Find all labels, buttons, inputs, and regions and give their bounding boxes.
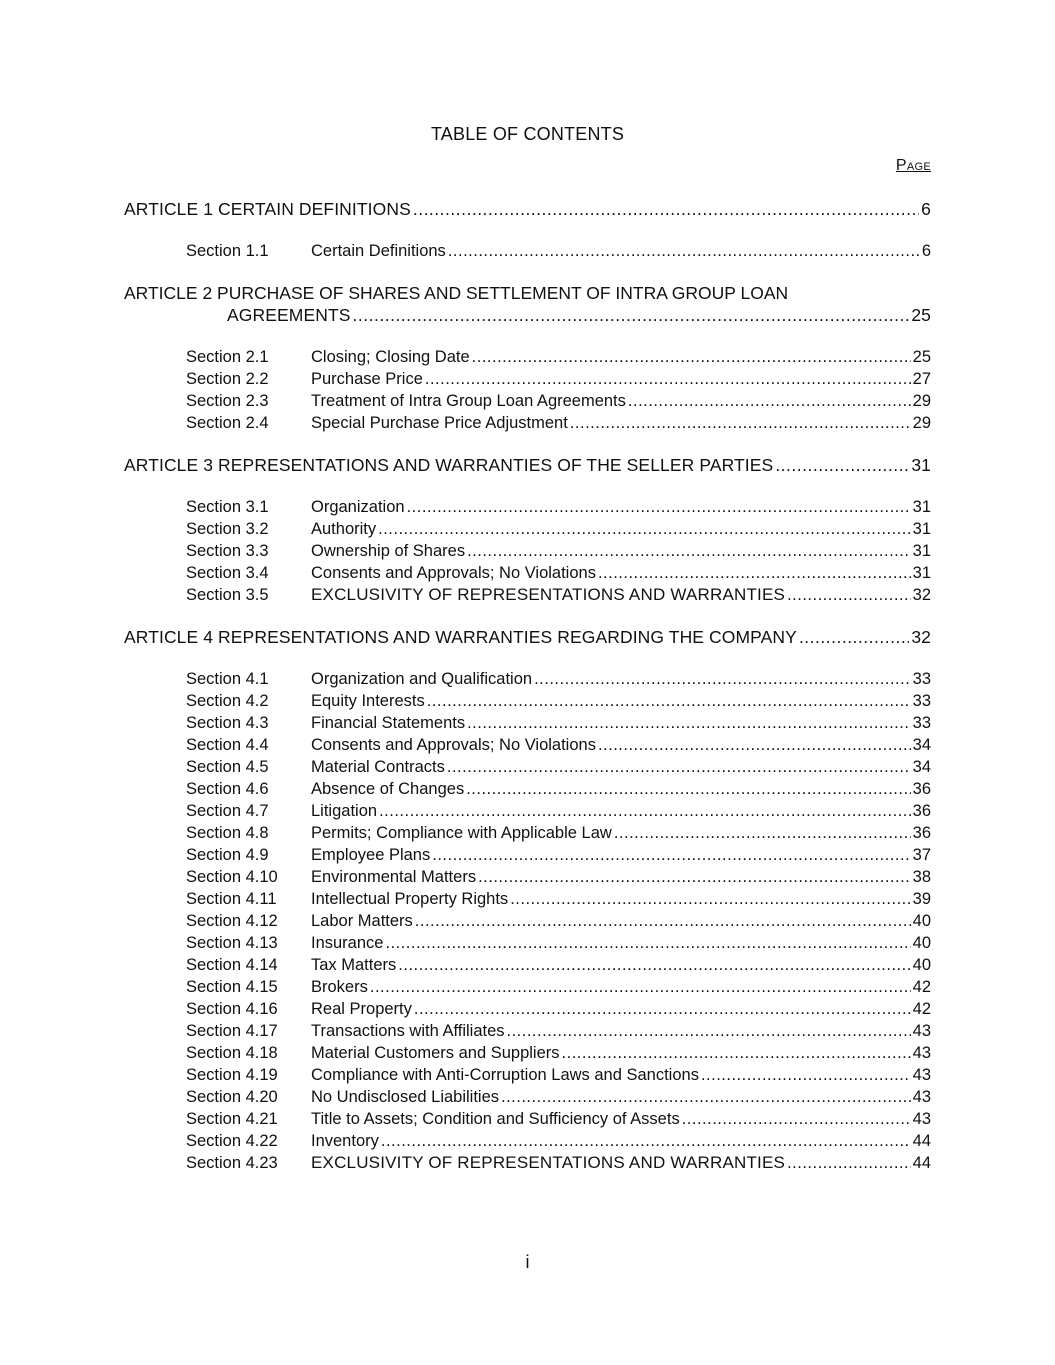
section-page-number: 36 (912, 802, 931, 820)
article-page-number: 25 (911, 305, 931, 325)
section-title: Material Contracts (311, 758, 445, 776)
section-number: Section 4.20 (186, 1088, 278, 1106)
section-title: Organization (311, 498, 405, 516)
section-page-number: 38 (912, 868, 931, 886)
section-number: Section 3.1 (186, 498, 269, 516)
toc-section-entry[interactable] (124, 390, 931, 412)
dot-leader (598, 734, 911, 756)
section-page-number: 29 (912, 392, 931, 410)
section-page-number: 43 (912, 1066, 931, 1084)
section-page-number: 25 (912, 348, 931, 366)
dot-leader (448, 240, 920, 262)
section-number: Section 4.14 (186, 956, 278, 974)
section-page-number: 29 (912, 414, 931, 432)
dot-leader (414, 998, 911, 1020)
dot-leader (478, 866, 911, 888)
section-title: EXCLUSIVITY OF REPRESENTATIONS AND WARRANTIES (311, 585, 786, 604)
section-title: Equity Interests (311, 692, 425, 710)
section-page-number: 27 (912, 370, 931, 388)
toc-section-entry[interactable] (124, 1042, 931, 1064)
section-title: Transactions with Affiliates (311, 1022, 505, 1040)
toc-section-entry[interactable] (124, 668, 931, 690)
dot-leader (501, 1086, 911, 1108)
section-page-number: 40 (912, 912, 931, 930)
section-page-number: 44 (912, 1154, 931, 1172)
toc-section-entry[interactable] (124, 734, 931, 756)
dot-leader (415, 910, 911, 932)
dot-leader (425, 368, 911, 390)
section-title: EXCLUSIVITY OF REPRESENTATIONS AND WARRANTIES (311, 1153, 786, 1172)
toc-section-entry[interactable] (124, 584, 931, 606)
dot-leader (385, 932, 910, 954)
dot-leader (598, 562, 911, 584)
toc-section-entry[interactable] (124, 844, 931, 866)
section-title: Inventory (311, 1132, 379, 1150)
section-page-number: 44 (912, 1132, 931, 1150)
section-title: Treatment of Intra Group Loan Agreements (311, 392, 626, 410)
dot-leader (379, 800, 911, 822)
dot-leader (467, 712, 911, 734)
toc-section-entry[interactable] (124, 910, 931, 932)
section-title: No Undisclosed Liabilities (311, 1088, 500, 1106)
section-page-number: 34 (912, 736, 931, 754)
section-number: Section 4.4 (186, 736, 269, 754)
section-page-number: 6 (921, 242, 931, 260)
section-title: Intellectual Property Rights (311, 890, 509, 908)
dot-leader (775, 454, 909, 476)
section-page-number: 39 (912, 890, 931, 908)
section-number: Section 4.18 (186, 1044, 278, 1062)
toc-section-entry[interactable] (124, 778, 931, 800)
dot-leader (510, 888, 910, 910)
section-number: Section 4.10 (186, 868, 278, 886)
article-heading[interactable]: ARTICLE 2 PURCHASE OF SHARES AND SETTLEMENT OF INTRA GROUP LOAN (124, 283, 789, 303)
toc-section-entry[interactable] (124, 1064, 931, 1086)
toc-section-entry[interactable] (124, 954, 931, 976)
section-number: Section 3.5 (186, 586, 269, 604)
section-title: Absence of Changes (311, 780, 465, 798)
section-title: Tax Matters (311, 956, 397, 974)
dot-leader (432, 844, 910, 866)
article-label: ARTICLE 4 REPRESENTATIONS AND WARRANTIES REGARDING THE COMPANY (124, 627, 797, 647)
dot-leader (472, 346, 911, 368)
section-number: Section 3.4 (186, 564, 269, 582)
section-title: Real Property (311, 1000, 412, 1018)
section-page-number: 43 (912, 1022, 931, 1040)
section-title: Material Customers and Suppliers (311, 1044, 560, 1062)
dot-leader (534, 668, 911, 690)
toc-section-entry[interactable] (124, 562, 931, 584)
section-page-number: 36 (912, 780, 931, 798)
section-number: Section 4.3 (186, 714, 269, 732)
section-page-number: 31 (912, 542, 931, 560)
section-page-number: 43 (912, 1110, 931, 1128)
section-number: Section 4.23 (186, 1154, 278, 1172)
page-column-header: Page (895, 157, 931, 174)
table-of-contents (124, 198, 931, 1174)
toc-section-entry[interactable] (124, 690, 931, 712)
toc-section-entry[interactable] (124, 822, 931, 844)
article-heading[interactable] (124, 198, 931, 220)
section-title: Authority (311, 520, 377, 538)
article-heading[interactable] (124, 626, 931, 648)
section-page-number: 33 (912, 692, 931, 710)
section-page-number: 43 (912, 1088, 931, 1106)
toc-section-entry[interactable] (124, 412, 931, 434)
section-number: Section 4.21 (186, 1110, 278, 1128)
section-title: Title to Assets; Condition and Sufficiency of Assets (311, 1110, 680, 1128)
dot-leader (447, 756, 911, 778)
section-title: Consents and Approvals; No Violations (311, 736, 596, 754)
dot-leader (562, 1042, 911, 1064)
section-number: Section 2.4 (186, 414, 269, 432)
article-label: ARTICLE 3 REPRESENTATIONS AND WARRANTIES OF THE SELLER PARTIES (124, 455, 774, 475)
section-title: Permits; Compliance with Applicable Law (311, 824, 612, 842)
section-title: Certain Definitions (311, 242, 446, 260)
dot-leader (507, 1020, 911, 1042)
section-number: Section 1.1 (186, 242, 269, 260)
toc-section-entry[interactable] (124, 1086, 931, 1108)
section-title: Financial Statements (311, 714, 466, 732)
section-number: Section 4.7 (186, 802, 269, 820)
dot-leader (413, 198, 919, 220)
section-title: Purchase Price (311, 370, 423, 388)
section-number: Section 4.11 (186, 890, 277, 908)
dot-leader (467, 540, 911, 562)
section-number: Section 3.3 (186, 542, 269, 560)
dot-leader (701, 1064, 911, 1086)
article-heading-continued[interactable] (124, 304, 931, 326)
toc-section-entry[interactable] (124, 496, 931, 518)
article-page-number: 6 (921, 199, 931, 219)
section-page-number: 31 (912, 564, 931, 582)
toc-section-entry[interactable] (124, 976, 931, 998)
section-number: Section 4.6 (186, 780, 269, 798)
section-title: Employee Plans (311, 846, 431, 864)
dot-leader (427, 690, 911, 712)
dot-leader (787, 1152, 911, 1174)
dot-leader (370, 976, 911, 998)
section-number: Section 4.5 (186, 758, 269, 776)
toc-section-entry[interactable] (124, 346, 931, 368)
section-title: Labor Matters (311, 912, 413, 930)
dot-leader (381, 1130, 911, 1152)
section-number: Section 4.16 (186, 1000, 278, 1018)
dot-leader (398, 954, 910, 976)
section-title: Brokers (311, 978, 368, 996)
section-page-number: 31 (912, 498, 931, 516)
dot-leader (799, 626, 909, 648)
section-title: Litigation (311, 802, 378, 820)
dot-leader (682, 1108, 911, 1130)
toc-section-entry[interactable] (124, 756, 931, 778)
toc-section-entry[interactable] (124, 932, 931, 954)
toc-section-entry[interactable] (124, 1152, 931, 1174)
section-title: Insurance (311, 934, 384, 952)
toc-section-entry[interactable] (124, 518, 931, 540)
dot-leader (353, 304, 910, 326)
toc-section-entry[interactable] (124, 998, 931, 1020)
section-page-number: 42 (912, 1000, 931, 1018)
section-title: Consents and Approvals; No Violations (311, 564, 596, 582)
section-number: Section 4.13 (186, 934, 278, 952)
section-page-number: 32 (912, 586, 931, 604)
toc-section-entry[interactable] (124, 1020, 931, 1042)
toc-section-entry[interactable] (124, 1130, 931, 1152)
section-number: Section 4.22 (186, 1132, 278, 1150)
dot-leader (570, 412, 911, 434)
section-number: Section 3.2 (186, 520, 269, 538)
section-number: Section 2.3 (186, 392, 269, 410)
dot-leader (787, 584, 911, 606)
toc-section-entry[interactable] (124, 1108, 931, 1130)
section-number: Section 4.8 (186, 824, 269, 842)
dot-leader (614, 822, 911, 844)
article-page-number: 31 (911, 455, 931, 475)
dot-leader (628, 390, 911, 412)
section-title: Organization and Qualification (311, 670, 533, 688)
section-page-number: 43 (912, 1044, 931, 1062)
section-title: Environmental Matters (311, 868, 477, 886)
article-label: AGREEMENTS (227, 305, 351, 325)
section-number: Section 4.15 (186, 978, 278, 996)
toc-section-entry[interactable] (124, 540, 931, 562)
section-number: Section 4.19 (186, 1066, 278, 1084)
section-number: Section 4.9 (186, 846, 269, 864)
section-page-number: 40 (912, 934, 931, 952)
toc-section-entry[interactable] (124, 240, 931, 262)
toc-section-entry[interactable] (124, 866, 931, 888)
section-title: Special Purchase Price Adjustment (311, 414, 568, 432)
section-number: Section 4.1 (186, 670, 269, 688)
section-number: Section 2.2 (186, 370, 269, 388)
section-page-number: 37 (912, 846, 931, 864)
section-title: Ownership of Shares (311, 542, 466, 560)
article-page-number: 32 (911, 627, 931, 647)
section-page-number: 40 (912, 956, 931, 974)
toc-section-entry[interactable] (124, 712, 931, 734)
footer-page-number: i (525, 1252, 530, 1272)
dot-leader (407, 496, 911, 518)
section-number: Section 2.1 (186, 348, 269, 366)
article-heading[interactable] (124, 454, 931, 476)
section-number: Section 4.12 (186, 912, 278, 930)
dot-leader (378, 518, 911, 540)
dot-leader (466, 778, 910, 800)
section-page-number: 33 (912, 670, 931, 688)
toc-section-entry[interactable] (124, 368, 931, 390)
page-title: TABLE OF CONTENTS (430, 124, 625, 144)
section-page-number: 42 (912, 978, 931, 996)
toc-section-entry[interactable] (124, 800, 931, 822)
article-label: ARTICLE 1 CERTAIN DEFINITIONS (124, 199, 411, 219)
section-number: Section 4.17 (186, 1022, 278, 1040)
section-page-number: 33 (912, 714, 931, 732)
section-title: Compliance with Anti-Corruption Laws and Sanctions (311, 1066, 699, 1084)
section-page-number: 31 (912, 520, 931, 538)
section-page-number: 36 (912, 824, 931, 842)
section-page-number: 34 (912, 758, 931, 776)
section-number: Section 4.2 (186, 692, 269, 710)
toc-section-entry[interactable] (124, 888, 931, 910)
section-title: Closing; Closing Date (311, 348, 470, 366)
